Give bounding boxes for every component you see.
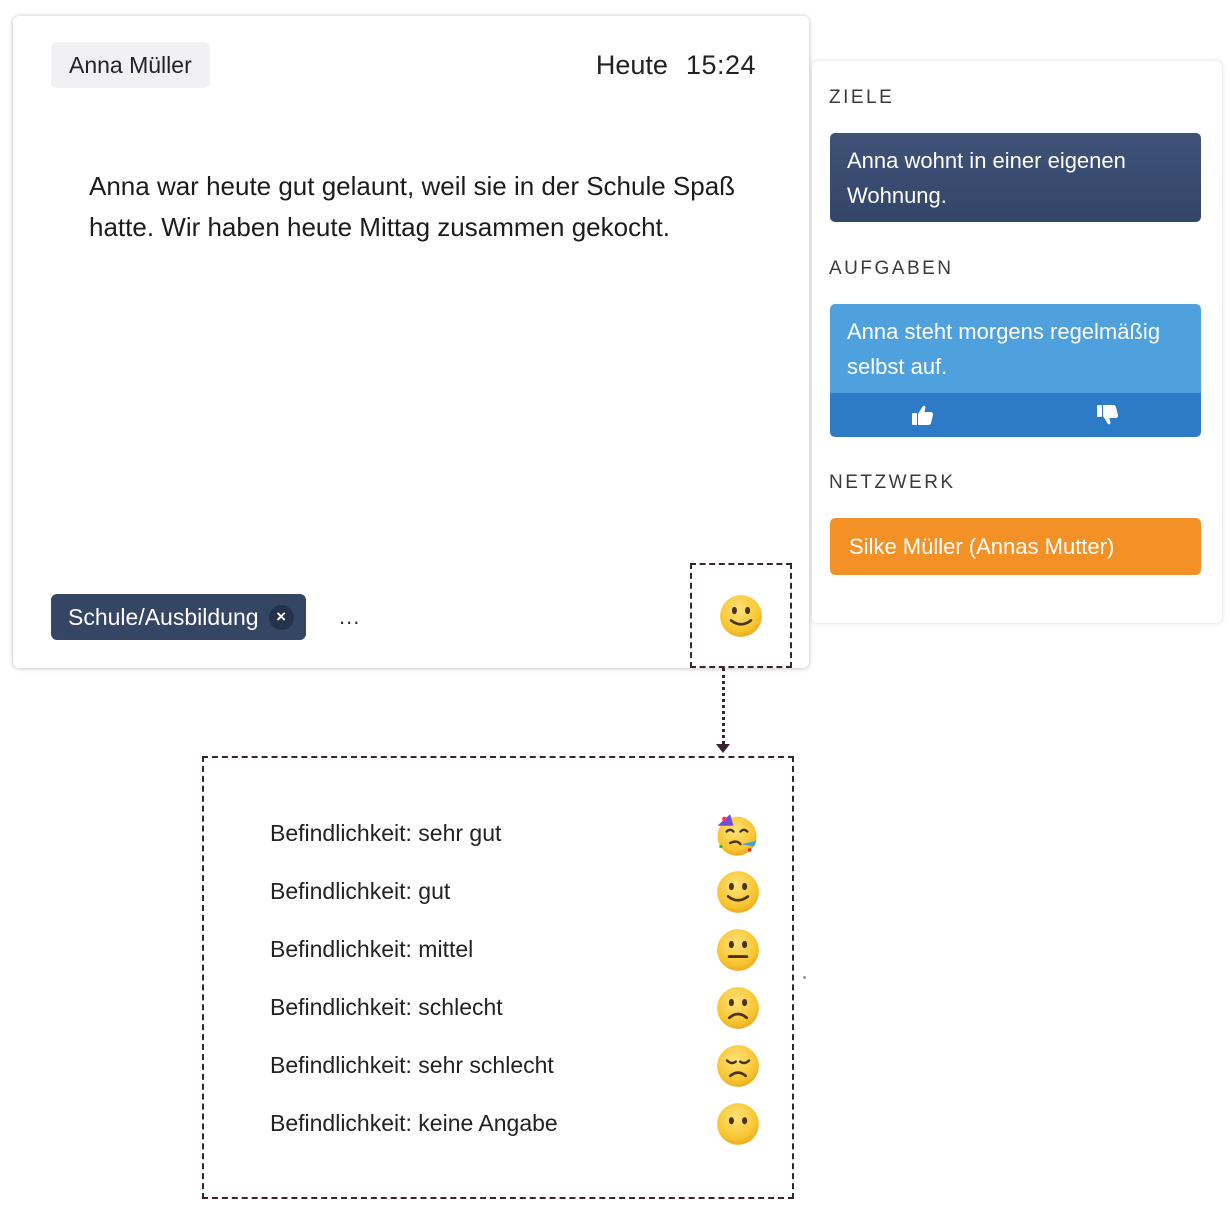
context-side-panel xyxy=(812,61,1222,623)
mood-option-mittel[interactable] xyxy=(270,928,760,972)
tasks-heading: AUFGABEN xyxy=(829,258,954,279)
entry-time: 15:24 xyxy=(685,50,756,80)
mood-option-gut[interactable] xyxy=(270,870,760,914)
neutral-face-icon xyxy=(716,928,760,972)
slightly-frowning-face-icon xyxy=(716,986,760,1030)
mood-option-sehr-schlecht[interactable] xyxy=(270,1044,760,1088)
mood-option-label: Befindlichkeit: gut xyxy=(270,878,451,904)
face-without-mouth-icon xyxy=(716,1102,760,1146)
entry-text[interactable]: Anna war heute gut gelaunt, weil sie in der Schule Spaß hatte. Wir haben heute Mittag zusammen gekocht. xyxy=(89,171,736,242)
connector-arrowhead xyxy=(716,744,730,753)
stray-dot xyxy=(803,976,806,979)
task-actions xyxy=(830,393,1201,437)
goals-heading: ZIELE xyxy=(829,87,895,108)
thumbs-down-icon[interactable] xyxy=(1096,404,1120,426)
entry-day: Heute xyxy=(595,50,668,80)
category-tag[interactable] xyxy=(51,594,306,640)
mood-option-keine-angabe[interactable] xyxy=(270,1102,760,1146)
task-card xyxy=(830,304,1201,437)
mood-option-label: Befindlichkeit: mittel xyxy=(270,936,474,962)
mood-options-panel xyxy=(202,756,794,1199)
mood-option-label: Befindlichkeit: schlecht xyxy=(270,994,503,1020)
slightly-smiling-face-icon xyxy=(716,870,760,914)
task-text[interactable]: Anna steht morgens regelmäßig selbst auf. xyxy=(830,304,1201,393)
goal-card[interactable]: Anna wohnt in einer eigenen Wohnung. xyxy=(830,133,1201,222)
thumbs-up-icon[interactable] xyxy=(911,404,935,426)
more-tags-button[interactable]: ... xyxy=(339,604,361,629)
mood-option-sehr-gut[interactable] xyxy=(270,812,760,856)
disappointed-face-icon xyxy=(716,1044,760,1088)
mood-option-label: Befindlichkeit: keine Angabe xyxy=(270,1110,558,1136)
network-heading: NETZWERK xyxy=(829,472,956,493)
mood-option-label: Befindlichkeit: sehr gut xyxy=(270,820,502,846)
remove-tag-icon[interactable]: × xyxy=(269,605,294,630)
mood-option-label: Befindlichkeit: sehr schlecht xyxy=(270,1052,554,1078)
journal-entry-card xyxy=(13,16,809,668)
mood-option-schlecht[interactable] xyxy=(270,986,760,1030)
slightly-smiling-face-icon xyxy=(719,594,763,638)
category-tag-label: Schule/Ausbildung xyxy=(68,603,259,630)
author-chip[interactable]: Anna Müller xyxy=(51,42,210,88)
entry-datetime xyxy=(596,50,756,81)
mood-selector-button[interactable] xyxy=(690,563,792,668)
connector-line xyxy=(722,668,725,750)
party-face-icon xyxy=(714,812,760,858)
network-contact-card[interactable]: Silke Müller (Annas Mutter) xyxy=(830,518,1201,575)
